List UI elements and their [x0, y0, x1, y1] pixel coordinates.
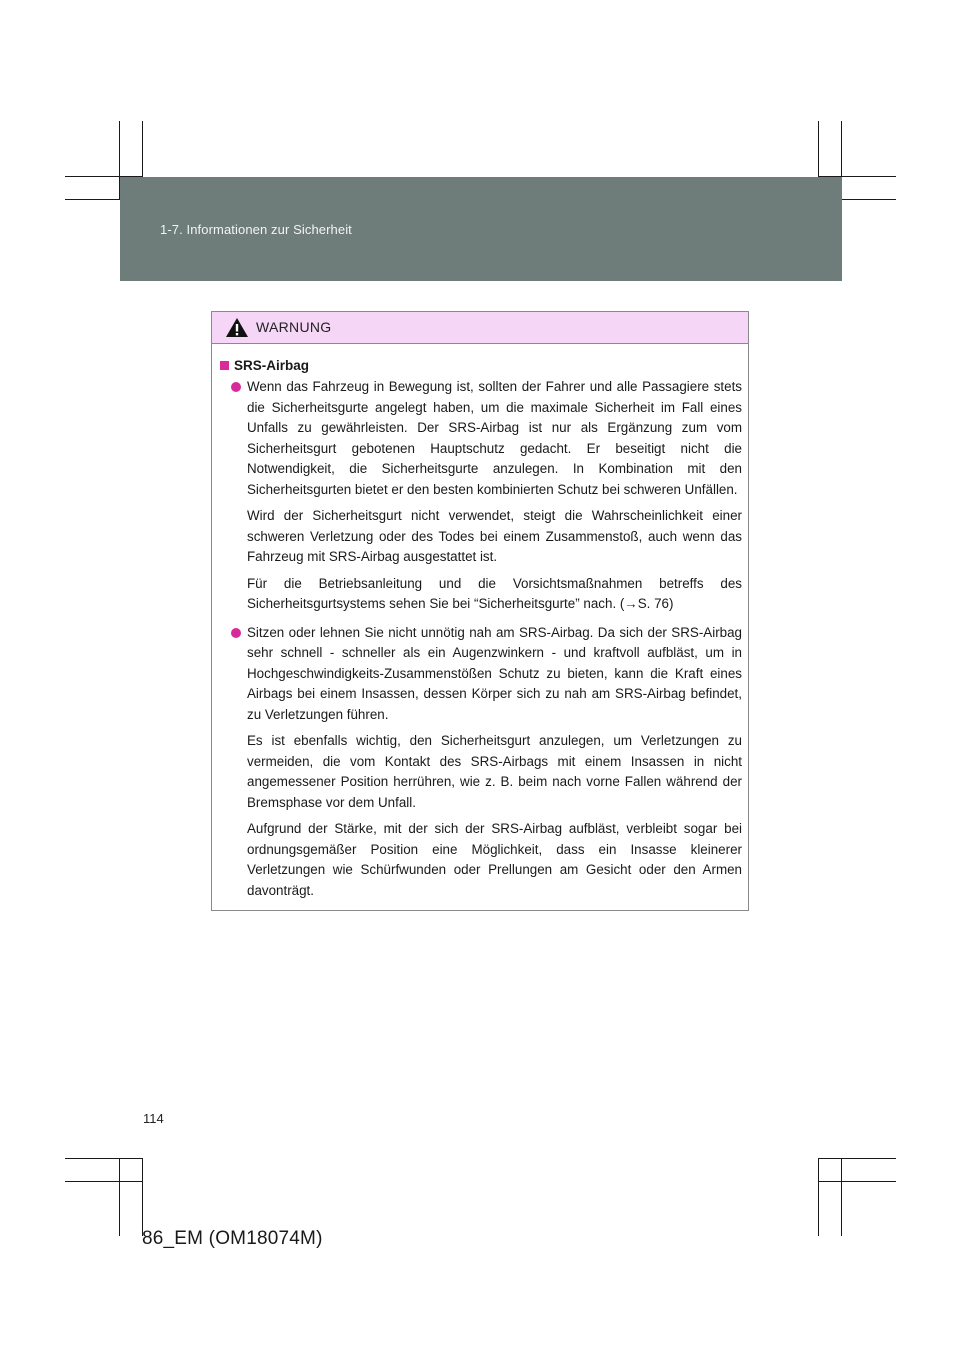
warning-body — [212, 344, 748, 907]
crop-mark — [818, 1158, 896, 1159]
square-bullet-icon — [220, 361, 229, 370]
crop-mark — [119, 1158, 120, 1236]
document-code: 86_EM (OM18074M) — [142, 1228, 323, 1249]
paragraph: Wird der Sicherheitsgurt nicht verwendet, steigt die Wahrscheinlichkeit einer schweren Verletzung oder des Todes bei einem Zusammenstoß, auch wenn das Fahrzeug mit SRS-Airbag ausgestattet ist. — [247, 508, 742, 564]
warning-header — [212, 312, 748, 344]
list-item — [218, 623, 742, 908]
warning-heading-text: SRS-Airbag — [234, 358, 310, 373]
warning-triangle-icon — [225, 317, 249, 338]
warning-heading — [218, 358, 742, 373]
list-item — [218, 377, 742, 621]
list-item-content — [247, 377, 742, 621]
paragraph: Wenn das Fahrzeug in Bewegung ist, sollten der Fahrer und alle Passagiere stets die Sicherheitsgurte angelegt haben, um die maximale Sicherheit im Fall eines Unfalls zu gewährleisten. Der SRS-Airbag ist nur als Ergänzung zum vom Sicherheitsgurt gebotenen Hauptschutz gedacht. Er beseitigt nicht die Notwendigkeit, die Sicherheitsgurte anzulegen. In Kombination mit den Sicherheitsgurten bietet er den besten kombinierten Schutz bei schweren Unfällen. — [247, 379, 742, 497]
paragraph: Sitzen oder lehnen Sie nicht unnötig nah am SRS-Airbag. Da sich der SRS-Airbag sehr schnell - schneller als ein Augenzwinkern - und kraftvoll aufbläst, um in Hochgeschwindigkeits-Zusammenstößen Schutz zu bieten, kann die Kraft eines Airbags bei einem Insassen, dessen Körper sich zu nah am SRS-Airbag befindet, zu Verletzungen führen. — [247, 624, 742, 722]
dot-bullet-icon — [231, 628, 241, 638]
section-title: 1-7. Informationen zur Sicherheit — [160, 222, 352, 237]
warning-box — [211, 311, 749, 911]
crop-mark — [65, 1181, 143, 1182]
page-number: 114 — [143, 1111, 164, 1126]
paragraph: Es ist ebenfalls wichtig, den Sicherheitsgurt anzulegen, um Verletzungen zu vermeiden, die vom Kontakt des SRS-Airbags mit einem Insassen in nicht angemessener Position herrühren, wie z. B. beim nach vorne Fallen während der Bremsphase vor dem Unfall. — [247, 733, 742, 810]
paragraph: Aufgrund der Stärke, mit der sich der SRS-Airbag aufbläst, verbleibt sogar bei ordnungsgemäßer Position eine Möglichkeit, dass ein Insasse kleinerer Verletzungen wie Schürfwunden oder Prellungen am Gesicht oder den Armen davonträgt. — [247, 821, 742, 898]
crop-mark — [142, 1158, 143, 1236]
dot-bullet-icon — [231, 382, 241, 392]
paragraph: Für die Betriebsanleitung und die Vorsichtsmaßnahmen betreffs des Sicherheitsgurtsystems sehen Sie bei “Sicherheitsgurte” nach. (→S. 76) — [247, 575, 742, 611]
crop-mark — [841, 1158, 842, 1236]
crop-mark — [818, 1158, 819, 1236]
section-header-band — [120, 177, 842, 281]
crop-mark — [818, 1181, 896, 1182]
crop-mark — [65, 1158, 143, 1159]
list-item-content — [247, 623, 742, 908]
warning-title: WARNUNG — [256, 319, 332, 335]
